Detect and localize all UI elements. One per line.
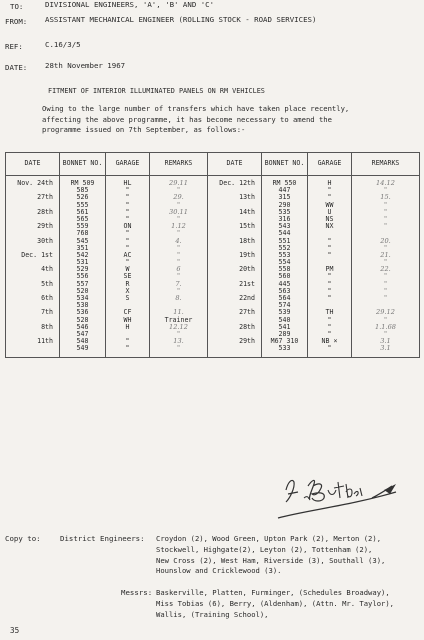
garage-cell: R — [125, 279, 130, 288]
remarks-cell: " — [176, 229, 181, 238]
garage-cell: H — [327, 179, 332, 187]
bonnet-cell: 533 — [278, 344, 291, 353]
date-cell: 27th — [239, 308, 255, 317]
remarks-cell: 1.1.68 — [375, 322, 396, 331]
garage-cell: W — [125, 265, 130, 274]
remarks-cell: " — [383, 315, 388, 324]
bonnet-cell: 547 — [76, 329, 89, 338]
district-engineers-label: District Engineers: — [60, 534, 145, 543]
date-cell: 27th — [37, 193, 53, 202]
garage-cell: " — [125, 337, 130, 346]
bonnet-cell: 536 — [76, 308, 89, 317]
date-cell: 19th — [239, 250, 255, 259]
garage-cell: " — [327, 344, 332, 353]
remarks-cell: " — [383, 222, 388, 231]
to-value: DIVISIONAL ENGINEERS, 'A', 'B' AND 'C' — [45, 0, 215, 9]
remarks-cell: 11. — [173, 308, 184, 317]
right-garage-column — [308, 176, 352, 358]
date-cell: Nov. 24th — [17, 179, 53, 187]
bonnet-cell: 543 — [278, 222, 291, 231]
garage-cell: ON — [123, 222, 132, 231]
remarks-cell: 3.1 — [380, 344, 391, 353]
remarks-cell: 21. — [380, 250, 391, 259]
remarks-cell: " — [383, 258, 388, 267]
garage-cell: " — [327, 250, 332, 259]
remarks-cell: 6 — [176, 265, 181, 274]
remarks-cell: " — [383, 186, 388, 195]
left-bonnet-column — [60, 176, 106, 358]
bonnet-cell: 316 — [278, 214, 291, 223]
remarks-cell: " — [383, 243, 388, 252]
bonnet-cell: 526 — [76, 193, 89, 202]
header-date-right: DATE — [208, 153, 262, 176]
date-cell: 29th — [37, 222, 53, 231]
bonnet-cell: 544 — [278, 229, 291, 238]
remarks-cell: 1.12 — [171, 222, 186, 231]
remarks-cell: 29.12 — [376, 308, 395, 317]
garage-cell: " — [125, 344, 130, 353]
remarks-cell: Trainer — [164, 315, 193, 324]
garage-cell: PM — [325, 265, 334, 274]
garage-cell: " — [327, 186, 332, 195]
bonnet-cell: 315 — [278, 193, 291, 202]
remarks-cell: " — [176, 250, 181, 259]
header-remarks: REMARKS — [150, 153, 208, 176]
date-cell — [8, 345, 53, 352]
bonnet-cell: 558 — [278, 265, 291, 274]
bonnet-cell: 548 — [76, 337, 89, 346]
date-label: DATE: — [5, 63, 28, 72]
remarks-cell: " — [383, 200, 388, 209]
bonnet-cell: 585 — [76, 186, 89, 195]
right-bonnet-column — [262, 176, 308, 358]
garage-cell: " — [327, 193, 332, 202]
bonnet-cell: RM 509 — [70, 179, 95, 187]
bonnet-cell: 531 — [76, 258, 89, 267]
garage-cell: WH — [123, 315, 132, 324]
bonnet-cell: 554 — [278, 258, 291, 267]
ref-label: REF: — [5, 42, 23, 51]
district-engineers-list: Croydon (2), Wood Green, Upton Park (2), Merton (2), Stockwell, Highgate(2), Leyton (2), Tottenham (2), New Cross (2), West Ham, Riverside (3), Southall (3), Hounslow and Cricklewood (3). — [156, 534, 386, 576]
left-garage-column — [106, 176, 150, 358]
garage-cell: WW — [325, 200, 334, 209]
date-cell: 14th — [239, 207, 255, 216]
garage-cell: " — [327, 315, 332, 324]
remarks-cell: " — [176, 272, 181, 281]
date-cell: 6th — [41, 294, 53, 302]
messrs-list: Baskerville, Platten, Furminger, (Schedules Broadway), Miss Tobias (6), Berry, (Aldenham), (Attn. Mr. Taylor), Wallis, (Training School), — [156, 588, 394, 619]
bonnet-cell: 563 — [278, 286, 291, 295]
garage-cell: " — [125, 229, 130, 238]
remarks-cell: " — [383, 214, 388, 223]
bonnet-cell: 540 — [278, 315, 291, 324]
left-date-column — [6, 176, 60, 358]
copy-to-label: Copy to: — [5, 534, 41, 543]
remarks-cell: 29.11 — [169, 179, 188, 187]
garage-cell: " — [125, 258, 130, 267]
header-garage: GARAGE — [106, 153, 150, 176]
remarks-cell: 20. — [380, 236, 391, 245]
date-cell: 20th — [239, 265, 255, 274]
bonnet-cell: 574 — [278, 301, 291, 310]
bonnet-cell: 549 — [76, 344, 89, 353]
garage-cell: H — [125, 322, 130, 331]
remarks-cell: " — [176, 286, 181, 295]
to-label: TO: — [10, 2, 24, 11]
bonnet-cell: 546 — [76, 322, 89, 331]
ref-value: C.16/3/5 — [45, 40, 81, 49]
subject-line: FITMENT OF INTERIOR ILLUMINATED PANELS ON RM VEHICLES — [48, 87, 265, 95]
remarks-cell: 12.12 — [169, 322, 188, 331]
date-cell: 5th — [41, 279, 53, 288]
bonnet-cell: 541 — [278, 322, 291, 331]
garage-cell: TH — [325, 308, 334, 317]
bonnet-cell: 768 — [76, 229, 89, 238]
garage-cell: " — [327, 322, 332, 331]
remarks-cell: " — [383, 279, 388, 288]
bonnet-cell: 538 — [76, 301, 89, 310]
remarks-cell: 22. — [380, 265, 391, 274]
remarks-cell: " — [176, 214, 181, 223]
bonnet-cell: 556 — [76, 272, 89, 281]
date-cell: 15th — [239, 222, 255, 231]
garage-cell: " — [327, 294, 332, 302]
remarks-cell: " — [176, 186, 181, 195]
date-cell: 18th — [239, 236, 255, 245]
remarks-cell: " — [383, 207, 388, 216]
date-cell: 30th — [37, 236, 53, 245]
date-cell: 28th — [37, 207, 53, 216]
remarks-cell: " — [383, 272, 388, 281]
remarks-cell: " — [383, 329, 388, 338]
remarks-cell: " — [176, 344, 181, 353]
garage-cell: NX — [325, 222, 334, 231]
bonnet-cell: 545 — [76, 236, 89, 245]
bonnet-cell: 561 — [76, 207, 89, 216]
table-header-row — [6, 153, 420, 176]
bonnet-cell: 528 — [76, 315, 89, 324]
bonnet-cell: 560 — [278, 272, 291, 281]
bonnet-cell: 552 — [278, 243, 291, 252]
garage-cell: AC — [123, 250, 132, 259]
remarks-cell: 14.12 — [376, 179, 395, 187]
bonnet-cell: 290 — [278, 200, 291, 209]
garage-cell: CF — [123, 308, 132, 317]
remarks-cell: " — [176, 329, 181, 338]
garage-cell: U — [327, 207, 332, 216]
garage-cell: " — [125, 207, 130, 216]
from-value: ASSISTANT MECHANICAL ENGINEER (ROLLING STOCK - ROAD SERVICES) — [45, 15, 317, 24]
remarks-cell: 29. — [173, 193, 184, 202]
left-remarks-column — [150, 176, 208, 358]
garage-cell: " — [125, 243, 130, 252]
garage-cell: " — [327, 236, 332, 245]
garage-cell: " — [327, 272, 332, 281]
right-remarks-column — [352, 176, 420, 358]
remarks-cell: " — [383, 286, 388, 295]
date-cell: 8th — [41, 322, 53, 331]
garage-cell: NB × — [321, 337, 338, 346]
date-cell: 11th — [37, 337, 53, 346]
bonnet-cell: M67 310 — [270, 337, 299, 346]
bonnet-cell: 445 — [278, 279, 291, 288]
header-date: DATE — [6, 153, 60, 176]
garage-cell: " — [327, 243, 332, 252]
bonnet-cell: 289 — [278, 329, 291, 338]
bonnet-cell: 555 — [76, 200, 89, 209]
bonnet-cell: RM 550 — [272, 179, 297, 187]
messrs-label: Messrs: — [121, 588, 153, 597]
header-bonnet-no: BONNET NO. — [60, 153, 106, 176]
date-cell: 7th — [41, 308, 53, 317]
bonnet-cell: 535 — [278, 207, 291, 216]
bonnet-cell: 557 — [76, 279, 89, 288]
remarks-cell: " — [176, 258, 181, 267]
remarks-cell: 15. — [380, 193, 391, 202]
header-bonnet-no-right: BONNET NO. — [262, 153, 308, 176]
bonnet-cell: 534 — [76, 294, 89, 302]
remarks-cell: 7. — [175, 279, 182, 288]
handwritten-signature — [268, 468, 408, 528]
remarks-cell: 4. — [175, 236, 182, 245]
remarks-cell: " — [176, 243, 181, 252]
bonnet-cell: 553 — [278, 250, 291, 259]
bonnet-cell: 520 — [76, 286, 89, 295]
date-cell: Dec. 1st — [21, 250, 53, 259]
header-remarks-right: REMARKS — [352, 153, 420, 176]
remarks-cell: 8. — [175, 294, 182, 302]
body-paragraph: Owing to the large number of transfers which have taken place recently, affecting the above programme, it has become necessary to amend the programme issued on 7th September, as follows:- — [42, 104, 350, 135]
garage-cell: NS — [325, 214, 334, 223]
header-garage-right: GARAGE — [308, 153, 352, 176]
table-body-row — [6, 176, 420, 358]
bonnet-cell: 559 — [76, 222, 89, 231]
remarks-cell: " — [176, 200, 181, 209]
garage-cell: HL — [123, 179, 132, 187]
garage-cell: SE — [123, 272, 132, 281]
date-cell: 21st — [239, 279, 255, 288]
garage-cell: " — [125, 193, 130, 202]
bonnet-cell: 551 — [278, 236, 291, 245]
bonnet-cell: 564 — [278, 294, 291, 302]
fitment-schedule-table — [5, 152, 420, 358]
date-cell: 22nd — [239, 294, 255, 302]
date-cell: 13th — [239, 193, 255, 202]
garage-cell: S — [125, 294, 130, 302]
bonnet-cell: 542 — [76, 250, 89, 259]
garage-cell: " — [327, 329, 332, 338]
garage-cell: " — [327, 286, 332, 295]
date-cell: 4th — [41, 265, 53, 274]
garage-cell: " — [125, 236, 130, 245]
remarks-cell: 3.1 — [380, 337, 391, 346]
garage-cell: " — [125, 214, 130, 223]
garage-cell: " — [125, 186, 130, 195]
garage-cell: " — [125, 200, 130, 209]
bonnet-cell: 529 — [76, 265, 89, 274]
right-date-column — [208, 176, 262, 358]
from-label: FROM: — [5, 17, 28, 26]
remarks-cell: " — [383, 294, 388, 302]
bonnet-cell: 351 — [76, 243, 89, 252]
date-cell: 28th — [239, 322, 255, 331]
page-number: 35 — [10, 626, 20, 635]
date-cell — [210, 345, 255, 352]
bonnet-cell: 565 — [76, 214, 89, 223]
remarks-cell: 13. — [173, 337, 184, 346]
garage-cell: X — [125, 286, 130, 295]
bonnet-cell: 447 — [278, 186, 291, 195]
date-value: 28th November 1967 — [45, 61, 126, 70]
date-cell: Dec. 12th — [219, 179, 255, 187]
garage-cell: " — [327, 279, 332, 288]
date-cell: 29th — [239, 337, 255, 346]
bonnet-cell: 539 — [278, 308, 291, 317]
remarks-cell: 30.11 — [169, 207, 188, 216]
